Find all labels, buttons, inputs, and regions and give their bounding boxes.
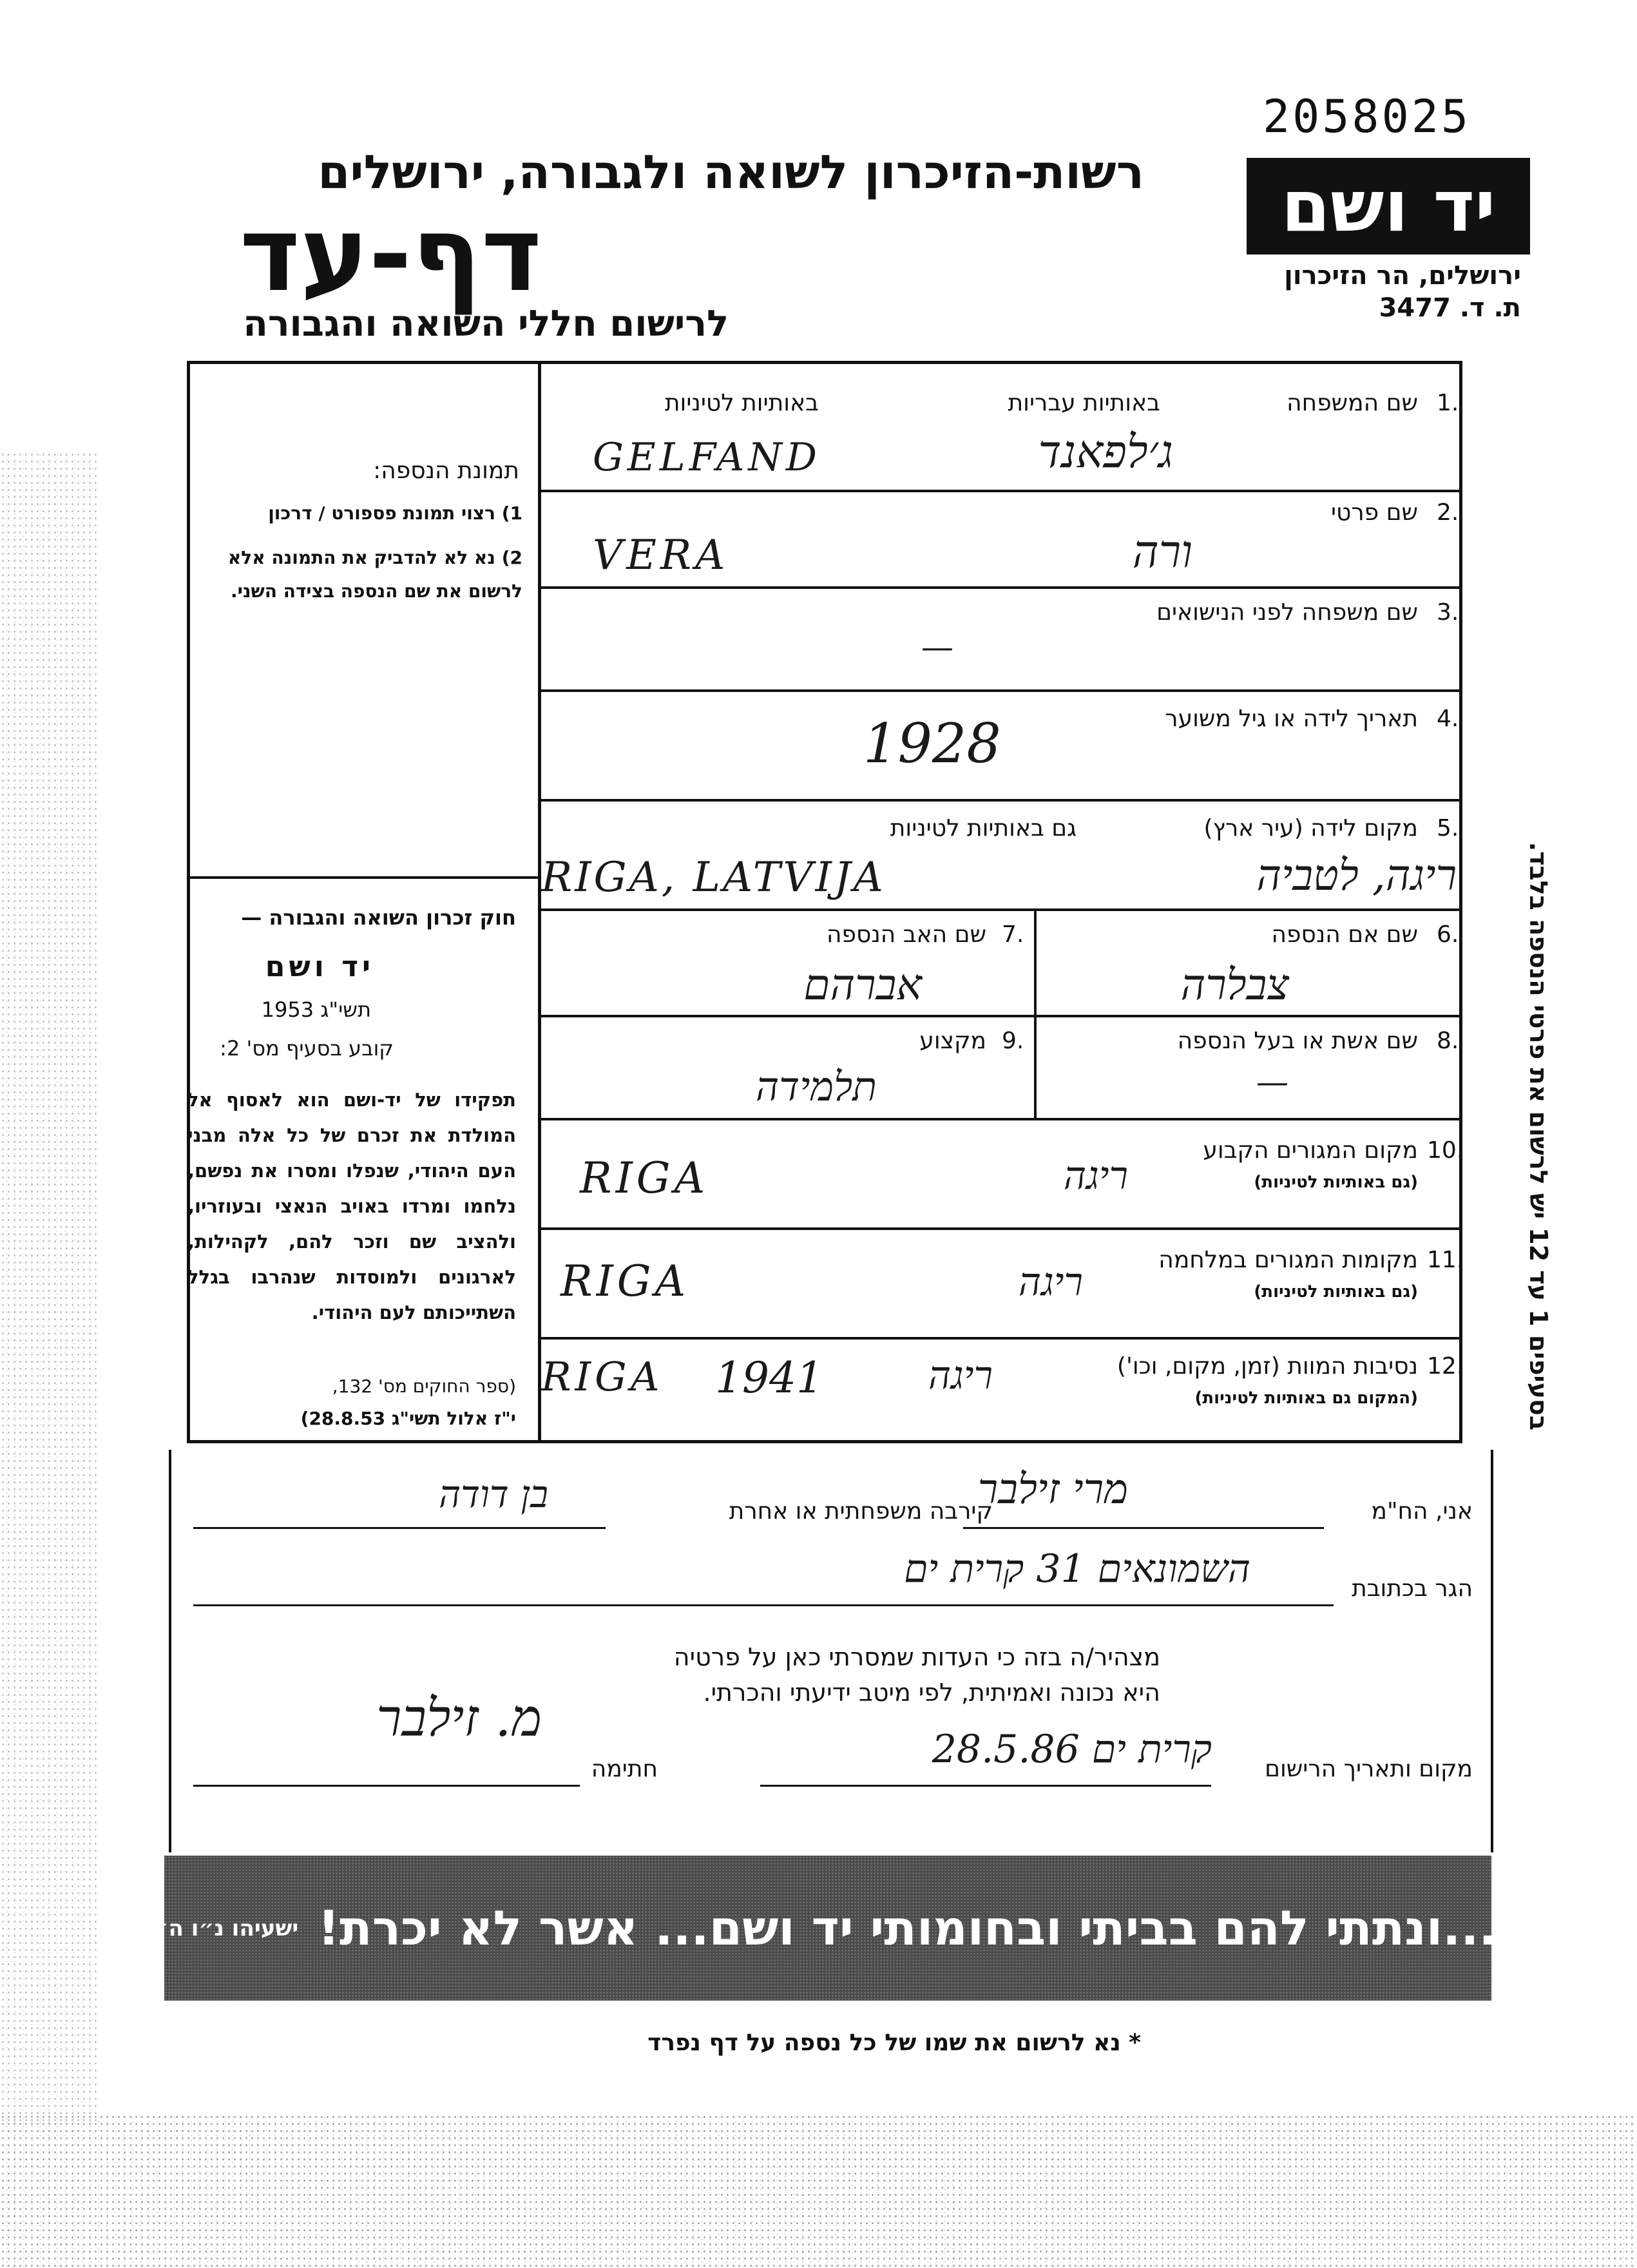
signature-label: חתימה bbox=[591, 1756, 658, 1782]
page-subtitle: לרישום חללי השואה והגבורה bbox=[243, 303, 729, 345]
field-12-label: נסיבות המוות (זמן, מקום, וכו') bbox=[1116, 1353, 1418, 1379]
field-11-latin-value[interactable]: RIGA bbox=[560, 1256, 690, 1306]
yad-vashem-logo: יד ושם bbox=[1247, 158, 1530, 255]
field-2-latin-value[interactable]: VERA bbox=[593, 532, 729, 579]
row-divider bbox=[538, 1118, 1462, 1120]
photo-note-1: 1) רצוי תמונת פספורט / דרכון bbox=[268, 503, 522, 524]
field-10-label: מקום המגורים הקבוע bbox=[1203, 1137, 1418, 1164]
field-1-label: שם המשפחה bbox=[1287, 390, 1418, 416]
signature-line bbox=[193, 1785, 580, 1787]
banner-source: ישעיהו נ״ו ה׳ bbox=[158, 1915, 299, 1941]
row-divider bbox=[538, 1337, 1462, 1340]
field-2-hebrew-value[interactable]: ורה bbox=[1132, 525, 1192, 578]
field-7-number: 7. bbox=[1002, 921, 1024, 948]
row-divider bbox=[538, 1015, 1462, 1017]
col-divider bbox=[1034, 908, 1037, 1118]
law-year: תשי"ג 1953 bbox=[261, 997, 371, 1022]
field-4-label: תאריך לידה או גיל משוער bbox=[1165, 706, 1418, 732]
place-date-line bbox=[760, 1785, 1211, 1787]
place-date-label: מקום ותאריך הרישום bbox=[1265, 1756, 1473, 1782]
field-10-number: 10. bbox=[1427, 1137, 1464, 1164]
me-line bbox=[963, 1527, 1324, 1529]
field-10-sub: (גם באותיות לטיניות) bbox=[1254, 1173, 1418, 1192]
field-1-hebrew-value[interactable]: ג׳לפאנד bbox=[1038, 425, 1173, 478]
photo-note-2: 2) נא לא להדביק את התמונה אלא לרשום את שם הנספה בצידה השני. bbox=[227, 547, 522, 602]
field-4-number: 4. bbox=[1437, 706, 1459, 732]
row-divider bbox=[538, 490, 1462, 492]
relation-label: קירבה משפחתית או אחרת bbox=[729, 1498, 993, 1524]
doc-number: 2058025 bbox=[1263, 90, 1471, 143]
row-divider bbox=[538, 689, 1462, 692]
field-2-number: 2. bbox=[1437, 499, 1459, 526]
divider bbox=[538, 361, 541, 1443]
law-title: חוק זכרון השואה והגבורה — bbox=[241, 905, 516, 930]
field-5-hebrew-value[interactable]: ריגה, לטביה bbox=[1256, 850, 1457, 900]
field-2-label: שם פרטי bbox=[1330, 499, 1418, 526]
logo-address: ירושלים, הר הזיכרון bbox=[1284, 261, 1521, 291]
row-divider bbox=[538, 799, 1462, 802]
field-9-value[interactable]: תלמידה bbox=[755, 1063, 877, 1110]
field-4-value[interactable]: 1928 bbox=[863, 712, 1001, 775]
law-clause: קובע בסעיף מס' 2: bbox=[220, 1036, 394, 1061]
scan-noise-left bbox=[0, 451, 97, 2126]
field-10-hebrew-value[interactable]: ריגה bbox=[1063, 1153, 1128, 1198]
row-divider bbox=[538, 908, 1462, 911]
field-9-number: 9. bbox=[1002, 1028, 1024, 1054]
field-12-year-value[interactable]: 1941 bbox=[715, 1353, 823, 1403]
field-1-latin-value[interactable]: GELFAND bbox=[593, 435, 821, 480]
banner-quote: ...ונתתי להם בביתי ובחומותי יד ושם... אשר לא יכרת! bbox=[318, 1900, 1497, 1956]
address-line bbox=[193, 1604, 1334, 1606]
field-6-number: 6. bbox=[1437, 921, 1459, 948]
field-12-number: 12. bbox=[1427, 1353, 1464, 1379]
page-title: דף-עד bbox=[239, 194, 542, 314]
field-9-label: מקצוע bbox=[919, 1028, 986, 1054]
field-11-label: מקומות המגורים במלחמה bbox=[1158, 1247, 1418, 1273]
law-source: (ספר החוקים מס' 132, bbox=[332, 1376, 516, 1397]
field-7-label: שם האב הנספה bbox=[827, 921, 986, 948]
row-divider bbox=[538, 586, 1462, 589]
field-8-value[interactable]: — bbox=[1256, 1063, 1288, 1100]
field-6-label: שם אם הנספה bbox=[1271, 921, 1418, 948]
field-8-number: 8. bbox=[1437, 1028, 1459, 1054]
authority-title: רשות-הזיכרון לשואה ולגבורה, ירושלים bbox=[318, 145, 1144, 199]
field-5-hdr-latin: גם באותיות לטיניות bbox=[890, 815, 1077, 841]
field-1-hdr-hebrew: באותיות עבריות bbox=[1008, 390, 1160, 416]
divider bbox=[187, 876, 540, 879]
field-12-sub: (המקום גם באותיות לטיניות) bbox=[1194, 1389, 1418, 1408]
address-value[interactable]: השמונאים 31 קרית ים bbox=[904, 1546, 1250, 1591]
me-value[interactable]: מרי זילבר bbox=[977, 1466, 1128, 1514]
field-12-hebrew-value[interactable]: ריגה bbox=[928, 1353, 993, 1398]
row-divider bbox=[538, 1227, 1462, 1230]
place-date-value[interactable]: קרית ים 28.5.86 bbox=[932, 1727, 1212, 1772]
field-3-label: שם משפחה לפני הנישואים bbox=[1156, 599, 1418, 626]
field-5-number: 5. bbox=[1437, 815, 1459, 841]
field-11-sub: (גם באותיות לטיניות) bbox=[1254, 1282, 1418, 1302]
declaration-text-2: היא נכונה ואמיתית, לפי מיטב ידיעתי והכרתי. bbox=[703, 1678, 1160, 1707]
field-12-latin-value[interactable]: RIGA bbox=[541, 1353, 664, 1400]
me-label: אני, הח"מ bbox=[1371, 1498, 1473, 1524]
relation-value[interactable]: בן דודה bbox=[439, 1472, 548, 1516]
law-text: תפקידו של יד-ושם הוא לאסוף אל המולדת את זכרם של כל אלה מבני העם היהודי, שנפלו ומסרו את נפשם, נלחמו ומרדו באויב הנאצי ובעוזריו, ולהציב שם וזכר להם, לקהילות, לארגונים ולמוסדות שנהרבו בגלל השתייכותם לעם היהודי. bbox=[187, 1089, 516, 1323]
signature-value[interactable]: מ. זילבר bbox=[376, 1688, 542, 1748]
address-label: הגר בכתובת bbox=[1352, 1575, 1473, 1602]
field-3-number: 3. bbox=[1437, 599, 1459, 626]
field-1-hdr-latin: באותיות לטיניות bbox=[664, 390, 819, 416]
field-1-number: 1. bbox=[1437, 390, 1459, 416]
footnote: * נא לרשום את שמו של כל נספה על דף נפרד bbox=[647, 2030, 1141, 2056]
field-11-number: 11. bbox=[1427, 1247, 1464, 1273]
declaration-text-1: מצהיר/ה בזה כי העדות שמסרתי כאן על פרטיה bbox=[673, 1643, 1160, 1671]
field-3-value[interactable]: — bbox=[921, 628, 953, 666]
field-10-latin-value[interactable]: RIGA bbox=[580, 1153, 709, 1203]
field-11-hebrew-value[interactable]: ריגה bbox=[1018, 1260, 1083, 1305]
quote-banner bbox=[158, 1856, 1497, 2001]
side-note: בסעיפים 1 עד 12 יש לרשום את פרטי הנספה בלבד. bbox=[1524, 841, 1553, 1430]
field-6-value[interactable]: צבלרה bbox=[1180, 960, 1289, 1010]
law-date: י"ז אלול תשי"ג 28.8.53) bbox=[300, 1408, 516, 1429]
relation-line bbox=[193, 1527, 606, 1529]
scan-noise-bottom bbox=[0, 2113, 1637, 2268]
law-name: יד ושם bbox=[265, 950, 374, 983]
field-7-value[interactable]: אברהם bbox=[803, 960, 922, 1010]
field-5-latin-value[interactable]: RIGA, LATVIJA bbox=[541, 854, 886, 901]
field-8-label: שם אשת או בעל הנספה bbox=[1177, 1028, 1418, 1054]
field-5-label: מקום לידה (עיר ארץ) bbox=[1203, 815, 1418, 841]
logo-pobox: ת. ד. 3477 bbox=[1379, 293, 1521, 323]
photo-title: תמונת הנספה: bbox=[373, 457, 519, 484]
